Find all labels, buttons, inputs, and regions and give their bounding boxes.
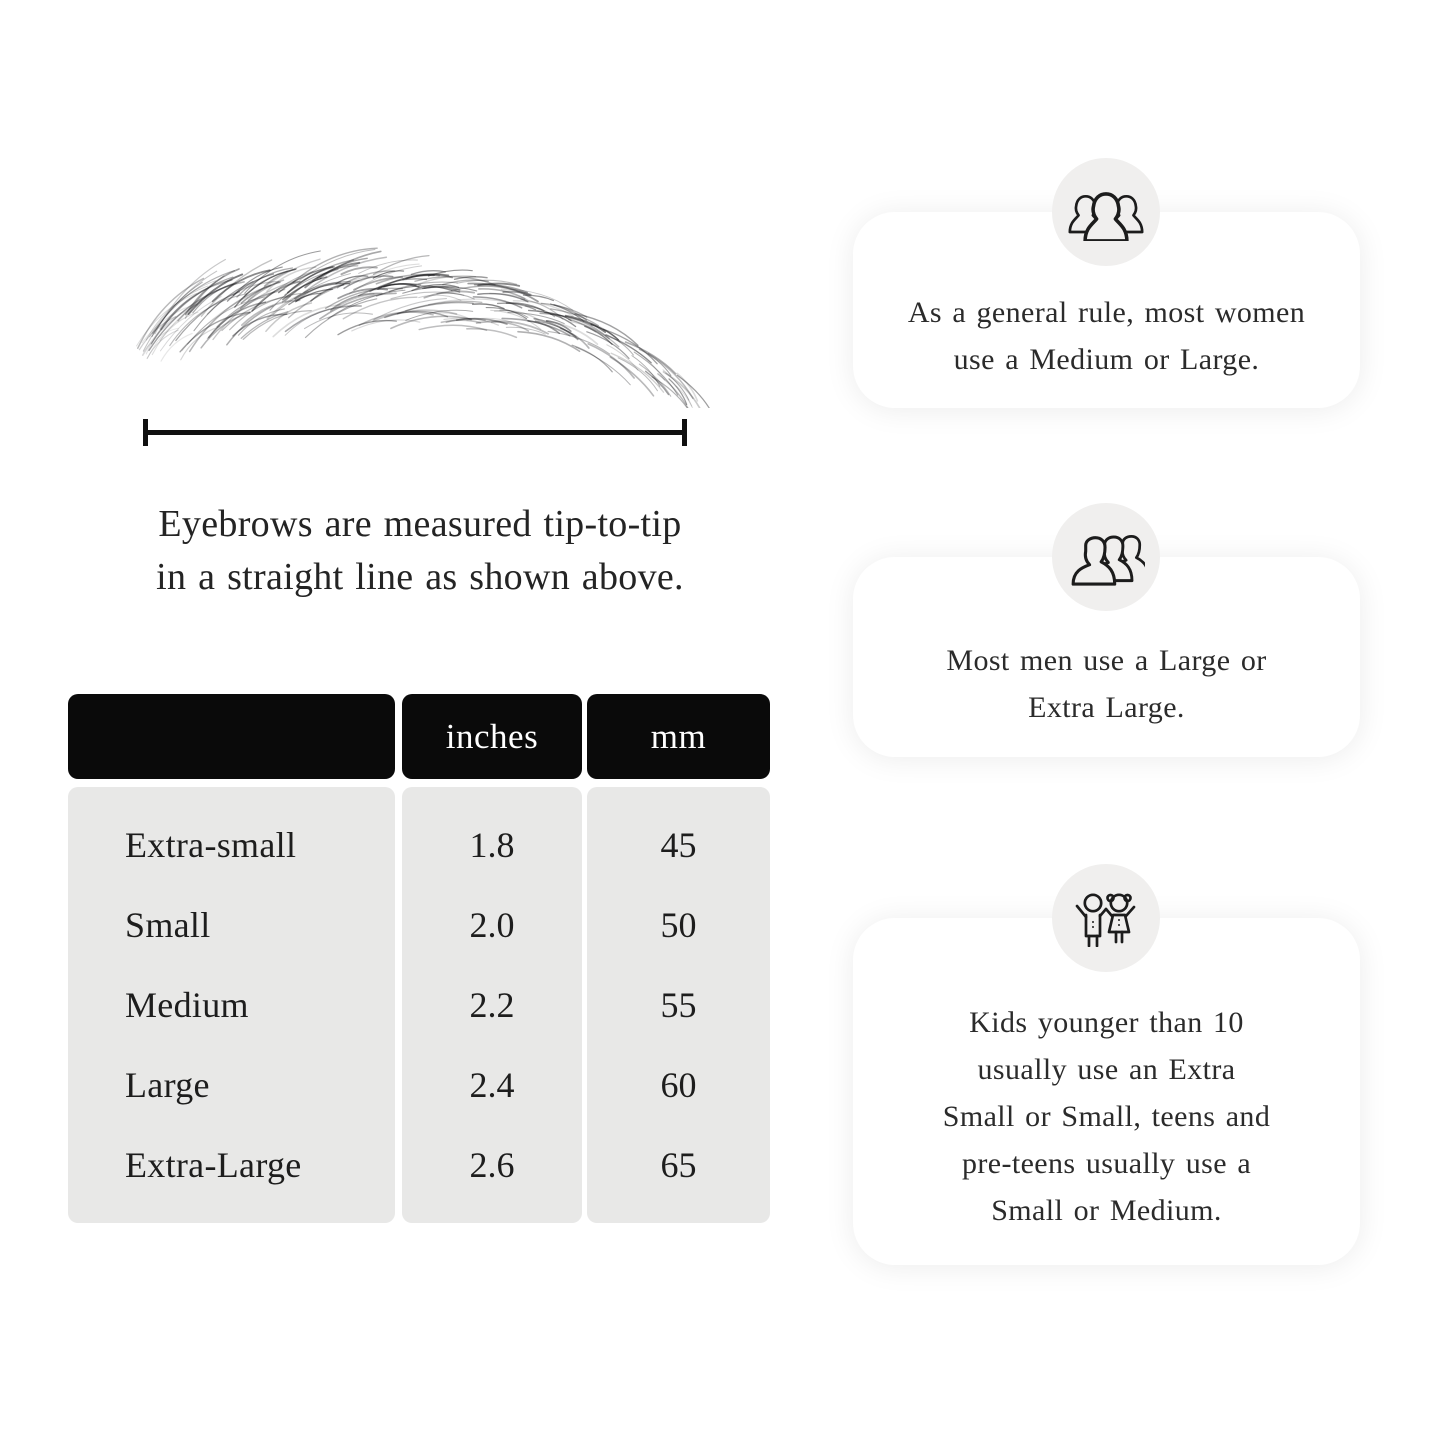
icon-circle bbox=[1052, 864, 1160, 972]
row-mm-value: 45 bbox=[660, 825, 697, 865]
card-line: As a general rule, most women bbox=[907, 296, 1306, 329]
table-row bbox=[68, 1045, 770, 1125]
table-row bbox=[68, 1125, 770, 1205]
table-row bbox=[68, 805, 770, 885]
measure-line bbox=[145, 430, 685, 435]
kids-icon bbox=[1068, 889, 1144, 947]
header-cell-blank bbox=[68, 694, 395, 779]
card-line: usually use an Extra bbox=[977, 1053, 1236, 1086]
diagram-caption bbox=[60, 498, 780, 604]
row-inches-value: 2.4 bbox=[469, 1065, 515, 1105]
table-row bbox=[68, 885, 770, 965]
card-line: use a Medium or Large. bbox=[953, 343, 1260, 376]
icon-circle bbox=[1052, 158, 1160, 266]
card-text bbox=[853, 637, 1360, 731]
men-group-icon bbox=[1067, 528, 1145, 586]
row-inches-value: 2.6 bbox=[469, 1145, 515, 1185]
eyebrow-illustration bbox=[103, 228, 713, 408]
row-label: Extra-small bbox=[125, 825, 297, 865]
card-line: Kids younger than 10 bbox=[969, 1006, 1244, 1039]
card-line: pre-teens usually use a bbox=[961, 1147, 1252, 1180]
row-inches-value: 2.2 bbox=[469, 985, 515, 1025]
row-label: Small bbox=[125, 905, 211, 945]
card-line: Small or Small, teens and bbox=[942, 1100, 1271, 1133]
row-inches-value: 2.0 bbox=[469, 905, 515, 945]
row-label: Large bbox=[125, 1065, 210, 1105]
caption-line: in a straight line as shown above. bbox=[156, 556, 684, 598]
table-row bbox=[68, 965, 770, 1045]
caption-line: Eyebrows are measured tip-to-tip bbox=[158, 503, 682, 545]
header-cell-inches: inches bbox=[402, 694, 582, 779]
measure-tick-right bbox=[682, 419, 687, 446]
row-label: Medium bbox=[125, 985, 249, 1025]
row-inches-value: 1.8 bbox=[469, 825, 515, 865]
measure-tick-left bbox=[143, 419, 148, 446]
size-table bbox=[68, 787, 770, 1223]
icon-circle bbox=[1052, 503, 1160, 611]
row-mm-value: 50 bbox=[660, 905, 697, 945]
row-mm-value: 55 bbox=[660, 985, 697, 1025]
card-line: Most men use a Large or bbox=[946, 644, 1267, 677]
women-group-icon bbox=[1067, 183, 1145, 241]
header-cell-mm: mm bbox=[587, 694, 770, 779]
card-line: Small or Medium. bbox=[991, 1194, 1222, 1227]
row-mm-value: 65 bbox=[660, 1145, 697, 1185]
row-label: Extra-Large bbox=[125, 1145, 302, 1185]
row-mm-value: 60 bbox=[660, 1065, 697, 1105]
card-line: Extra Large. bbox=[1028, 691, 1185, 724]
card-text bbox=[853, 289, 1360, 383]
card-text bbox=[853, 999, 1360, 1234]
